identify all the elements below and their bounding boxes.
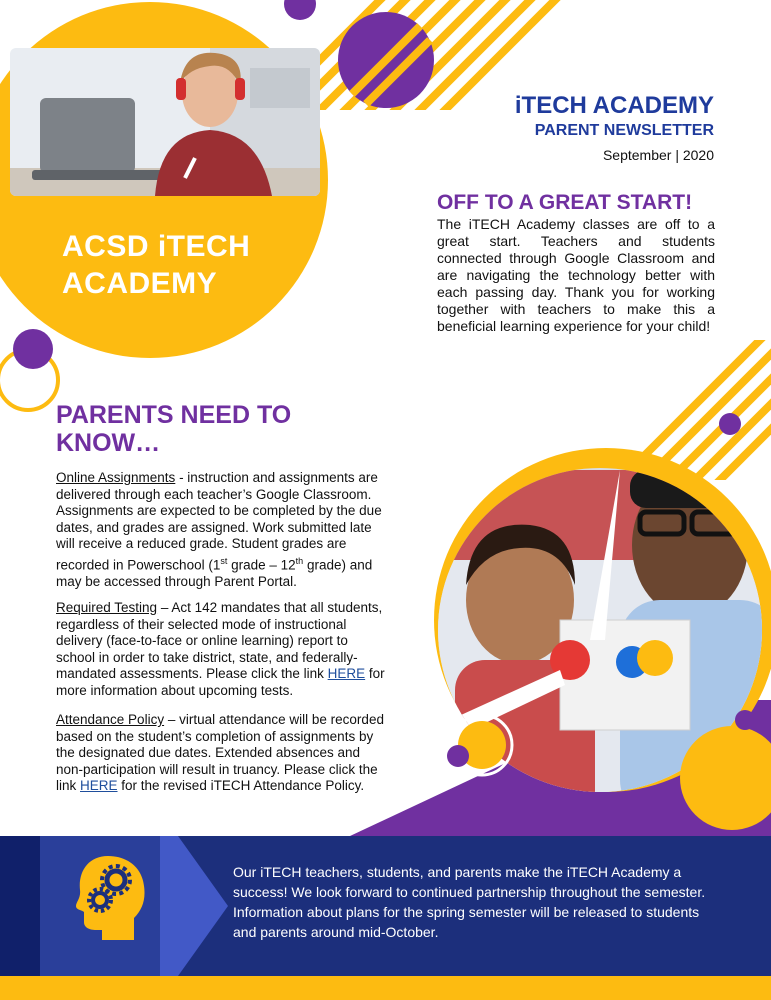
start-heading: OFF TO A GREAT START! — [437, 191, 693, 214]
hero-title-line1: ACSD iTECH — [62, 230, 251, 263]
testing-here-link[interactable]: HERE — [327, 666, 366, 681]
online-assignments-title: Online Assignments — [56, 470, 176, 485]
required-testing-title: Required Testing — [56, 600, 158, 615]
attendance-policy-title: Attendance Policy — [56, 712, 165, 727]
newsletter-title: iTECH ACADEMY — [514, 92, 714, 119]
online-text-2: grade – 12 — [227, 557, 296, 572]
attendance-policy-paragraph — [56, 712, 389, 795]
attendance-text-2: for the revised iTECH Attendance Policy. — [117, 778, 365, 793]
attendance-here-link[interactable]: HERE — [80, 778, 118, 793]
hero-title-line2: ACADEMY — [62, 267, 218, 300]
online-sup-2: th — [295, 555, 304, 566]
online-text-3: grade) and may be accessed through Parent Portal. — [56, 557, 373, 589]
hero-title — [62, 228, 302, 302]
head-gears-icon — [70, 850, 150, 940]
attendance-text-1: – virtual attendance will be recorded based on the student’s completion of assignments by the designated due dates. Extended absences and non-participation will result in truancy. Please click the link — [56, 712, 384, 793]
online-assignments-paragraph — [56, 470, 389, 590]
newsletter-date: September | 2020 — [602, 147, 714, 163]
footer-text: Our iTECH teachers, students, and parents make the iTECH Academy a success! We look forward to continued partnership throughout the semester. Information about plans for the spring semester will be released to students and parents around mid-October. — [233, 864, 706, 940]
parents-heading — [56, 401, 356, 457]
testing-text-1: – Act 142 mandates that all students, regardless of their selected mode of instructional delivery (face-to-face or online learning) report to school in order to take district, state, and federally-mandated assessments. Please click the link — [56, 600, 383, 681]
start-body: The iTECH Academy classes are off to a great start. Teachers and students connected through Google Classroom and are navigating the technology better with each passing day. Thank you for working together with teachers to make this a beneficial learning experience for your child! — [437, 216, 715, 334]
required-testing-paragraph — [56, 600, 389, 699]
online-sup-1: st — [220, 555, 228, 566]
newsletter-subtitle: PARENT NEWSLETTER — [534, 122, 714, 139]
online-text-1: - instruction and assignments are delivered through each teacher’s Google Classroom. Assignments are expected to be completed by the due dates, and grades are assigned. Work submitted late will receive a reduced grade. Student grades are recorded in Powerschool (1 — [56, 470, 382, 572]
parents-heading-line1: PARENTS NEED TO — [56, 401, 292, 429]
photo-student-laptop — [10, 48, 320, 196]
testing-text-2: for more information about upcoming tests. — [56, 666, 385, 698]
parents-heading-line2: KNOW… — [56, 429, 161, 457]
